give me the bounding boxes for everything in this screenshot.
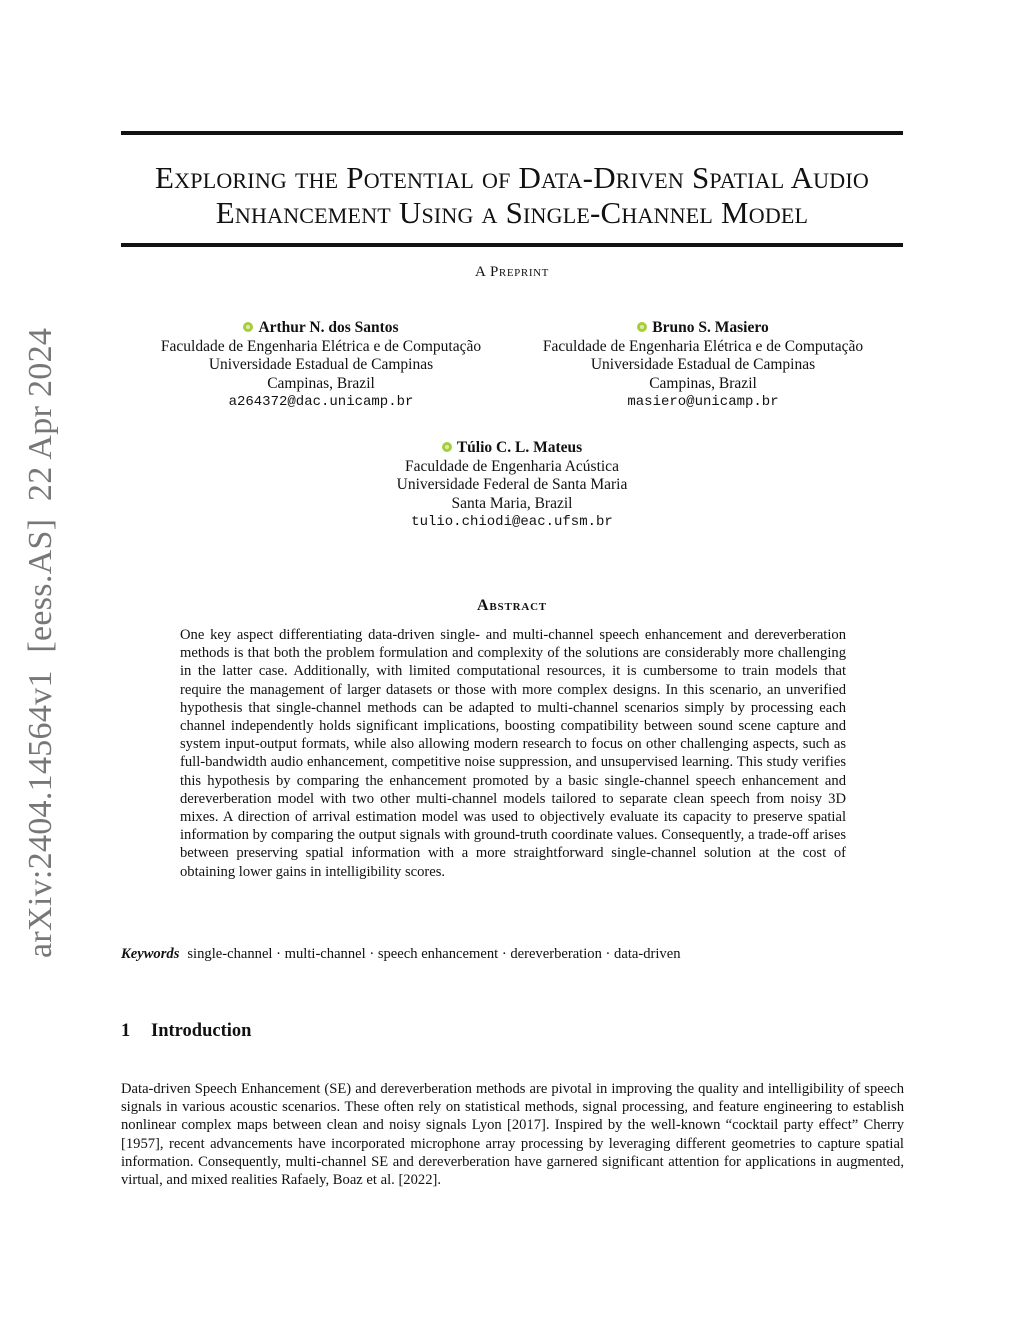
author-block-1: [121, 319, 521, 412]
title-bottom-rule: [121, 243, 903, 247]
author-name: [503, 319, 903, 338]
author-univ: Universidade Estadual de Campinas: [590, 356, 816, 373]
paper-title-line-2: Enhancement Using a Single-Channel Model: [215, 195, 809, 230]
introduction-paragraph: Data-driven Speech Enhancement (SE) and dereverberation methods are pivotal in improving the quality and intelligibility of speech signals in various acoustic scenarios. These often rely on statistical methods, signal processing, and feature engineering to establish nonlinear complex maps between clean and noisy signals Lyon [2017]. Inspired by the well-known “cocktail party effect” Cherry [1957], recent advancements have incorporated microphone array processing by leveraging different geometries to capture spatial information. Consequently, multi-channel SE and dereverberation have garnered significant attention for applications in augmented, virtual, and mixed realities Rafaely, Boaz et al. [2022].: [121, 1081, 904, 1189]
author-name-text: Túlio C. L. Mateus: [456, 439, 583, 456]
preprint-label: A Preprint: [475, 264, 549, 280]
author-name-text: Arthur N. dos Santos: [258, 319, 399, 336]
keywords-label: Keywords: [121, 946, 180, 962]
author-univ: Universidade Estadual de Campinas: [208, 356, 434, 373]
keywords-text: single-channel · multi-channel · speech enhancement · dereverberation · data-driven: [187, 946, 681, 962]
author-name: [312, 439, 712, 458]
orcid-icon[interactable]: [637, 322, 647, 332]
author-email[interactable]: a264372@dac.unicamp.br: [228, 394, 414, 410]
author-city: Campinas, Brazil: [649, 374, 757, 392]
author-block-3: [312, 439, 712, 532]
arxiv-side-stamp: arXiv:2404.14564v1 [eess.AS] 22 Apr 2024: [22, 327, 59, 958]
author-email[interactable]: tulio.chiodi@eac.ufsm.br: [411, 514, 613, 530]
keywords-line: [121, 946, 903, 963]
author-name: [121, 319, 521, 338]
section-heading-introduction: [121, 1021, 251, 1042]
author-email[interactable]: masiero@unicamp.br: [627, 394, 779, 410]
orcid-icon[interactable]: [243, 322, 253, 332]
author-dept: Faculdade de Engenharia Elétrica e de Computação: [160, 337, 482, 355]
author-name-text: Bruno S. Masiero: [652, 319, 769, 336]
author-dept: Faculdade de Engenharia Elétrica e de Computação: [542, 337, 864, 355]
title-top-rule: [121, 131, 903, 135]
author-dept: Faculdade de Engenharia Acústica: [405, 457, 619, 475]
paper-title-line-1: Exploring the Potential of Data-Driven Spatial Audio: [155, 160, 869, 195]
author-city: Santa Maria, Brazil: [451, 494, 573, 512]
author-block-2: [503, 319, 903, 412]
abstract-heading: Abstract: [477, 597, 547, 614]
section-title: Introduction: [151, 1021, 252, 1041]
orcid-icon[interactable]: [442, 442, 452, 452]
author-city: Campinas, Brazil: [267, 374, 375, 392]
section-number: 1: [121, 1021, 131, 1041]
abstract-text: One key aspect differentiating data-driven single- and multi-channel speech enhancement and dereverberation methods is that both the problem formulation and complexity of the solutions are considerably more challenging in the latter case. Additionally, with limited computational resources, it is cumbersome to train models that require the management of larger datasets or those with more complex designs. In this scenario, an unverified hypothesis that single-channel methods can be adapted to multi-channel scenarios simply by processing each channel independently holds significant implications, boosting compatibility between sound scene capture and system input-output formats, while also allowing modern research to focus on other challenging aspects, such as full-bandwidth audio enhancement, competitive noise suppression, and unsupervised learning. This study verifies this hypothesis by comparing the enhancement promoted by a basic single-channel speech enhancement and dereverberation model with two other multi-channel models tailored to separate clean speech from noisy 3D mixes. A direction of arrival estimation model was used to objectively evaluate its capacity to preserve spatial information by comparing the output signals with ground-truth coordinate values. Consequently, a trade-off arises between preserving spatial information with a more straightforward single-channel solution at the cost of obtaining lower gains in intelligibility scores.: [180, 627, 846, 880]
paper-title: [110, 160, 914, 230]
author-univ: Universidade Federal de Santa Maria: [396, 476, 628, 493]
